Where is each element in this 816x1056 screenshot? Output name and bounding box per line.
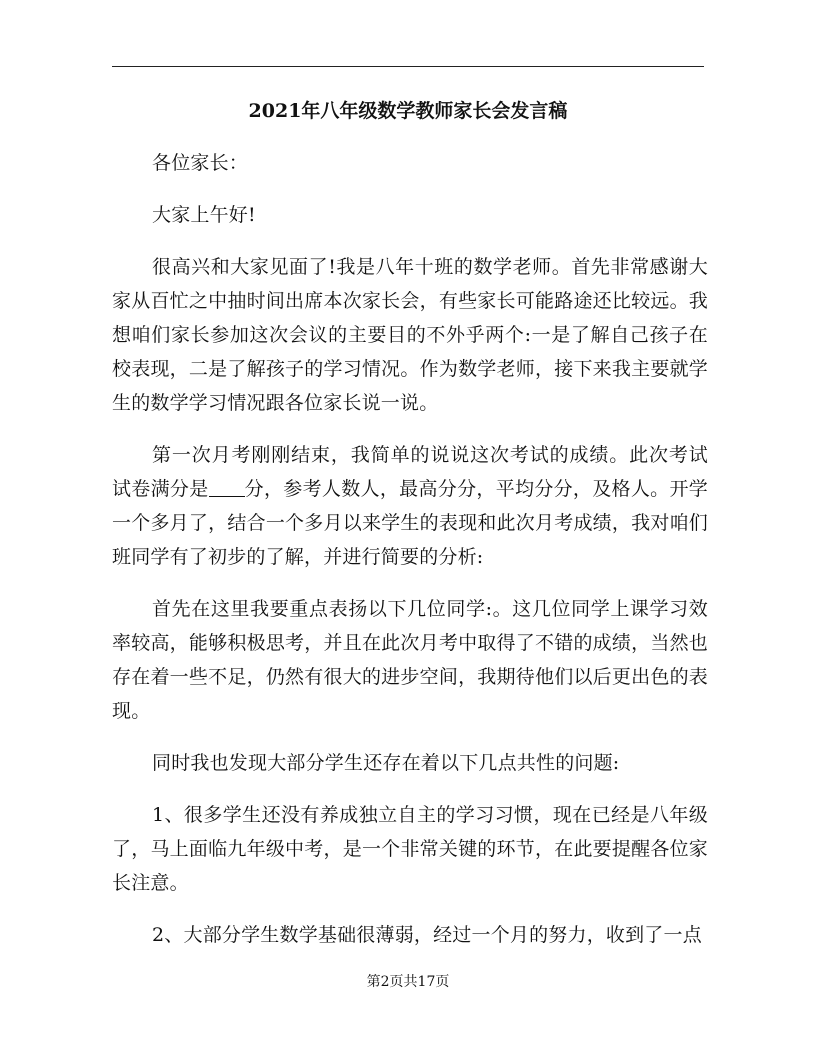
problem-item-1: 1、很多学生还没有养成独立自主的学习习惯，现在已经是八年级了，马上面临九年级中考，是一个非常关键的环节，在此要提醒各位家长注意。 [112, 804, 708, 894]
exam-paragraph [112, 438, 708, 574]
header-rule [112, 66, 704, 67]
exam-text-before-blank: 第一次月考刚刚结束，我简单的说说这次考试的成绩。此次考试试卷满分是 [112, 444, 708, 500]
greeting: 大家上午好! [152, 204, 256, 226]
document-body [112, 146, 708, 970]
exam-text-after-blank: 分，参考人数人，最高分分，平均分分，及格人。开学一个多月了，结合一个多月以来学生的表现和此次月考成绩，我对咱们班同学有了初步的了解，并进行简要的分析: [112, 478, 708, 568]
page-indicator: 第2页共17页 [366, 974, 450, 990]
salutation: 各位家长： [152, 152, 249, 174]
problems-intro: 同时我也发现大部分学生还存在着以下几点共性的问题: [152, 752, 620, 774]
score-blank [209, 476, 245, 497]
problem-item-2: 2、大部分学生数学基础很薄弱，经过一个月的努力，收到了一点 [152, 924, 702, 946]
intro-paragraph: 很高兴和大家见面了!我是八年十班的数学老师。首先非常感谢大家从百忙之中抽时间出席本次家长会，有些家长可能路途还比较远。我想咱们家长参加这次会议的主要目的不外乎两个:一是了解自己孩子在校表现，二是了解孩子的学习情况。作为数学老师，接下来我主要就学生的数学学习情况跟各位家长说一说。 [112, 256, 708, 414]
praise-paragraph: 首先在这里我要重点表扬以下几位同学:。这几位同学上课学习效率较高，能够积极思考，并且在此次月考中取得了不错的成绩，当然也存在着一些不足，仍然有很大的进步空间，我期待他们以后更出色的表现。 [112, 598, 708, 722]
document-title: 2021年八年级数学教师家长会发言稿 [248, 100, 568, 122]
